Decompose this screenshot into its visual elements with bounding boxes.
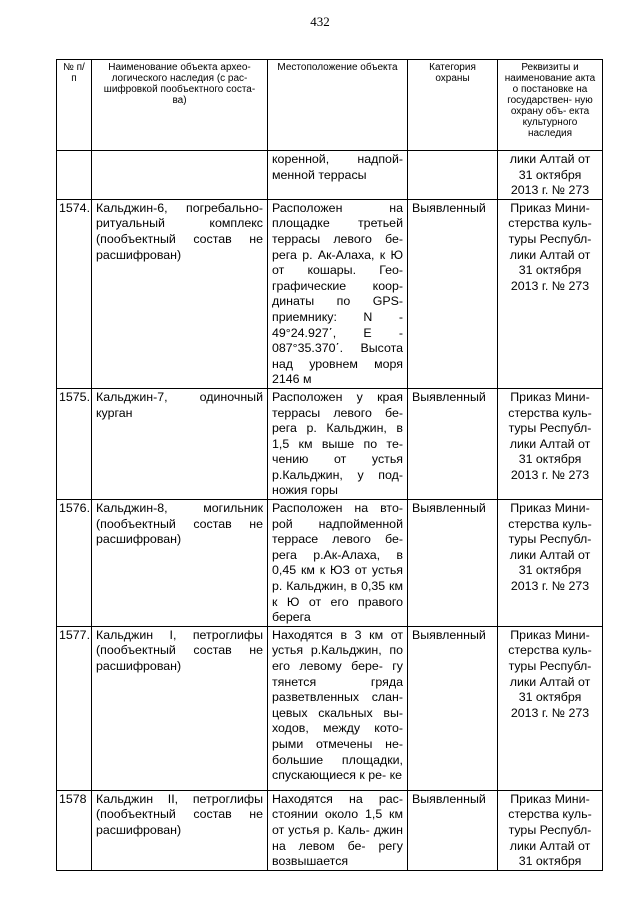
cell-name: Кальджин-8, могильник (пообъектный состав не расшифрован) <box>92 500 268 627</box>
requisites-line: 2013 г. № 273 <box>510 705 590 720</box>
cell-requisites <box>498 388 603 499</box>
cell-category: Выявленный <box>408 199 498 388</box>
cell-name: Кальджин-6, погребально-ритуальный комплекс (пообъектный состав не расшифрован) <box>92 199 268 388</box>
location-line: коренной, надпой- <box>272 152 403 166</box>
requisites-line: 2013 г. № 273 <box>510 183 590 198</box>
cell-name: Кальджин-7, одиночный курган <box>92 388 268 499</box>
location-line: менной террасы <box>272 167 367 182</box>
requisites-line: 2013 г. № 273 <box>510 579 590 594</box>
cell-requisites <box>498 626 603 790</box>
requisites-line: 31 октября <box>518 167 582 182</box>
header-name: Наименование объекта архео- логического наследия (с рас- шифровкой пообъектного соста- ва) <box>92 60 268 151</box>
requisites-line: лики Алтай от <box>509 838 591 853</box>
table-row <box>57 199 603 388</box>
requisites-line: стерства куль- <box>508 807 592 822</box>
requisites-line: туры Республ- <box>508 823 592 837</box>
requisites-line: 31 октября <box>518 452 582 467</box>
requisites-line: стерства куль- <box>508 643 592 658</box>
cell-num: 1576. <box>57 500 92 627</box>
heritage-objects-table <box>56 59 603 871</box>
table-row <box>57 500 603 627</box>
table-header-row <box>57 60 603 151</box>
requisites-line: лики Алтай от <box>509 247 591 262</box>
cell-requisites <box>498 151 603 200</box>
cell-location: Расположен у края террасы левого бе- рега р. Кальджин, в 1,5 км выше по те- чению от устья р.Кальджин, у под- ножия горы <box>268 388 408 499</box>
requisites-line: туры Республ- <box>508 421 592 436</box>
cell-num: 1577. <box>57 626 92 790</box>
cell-location: Находятся на рас- стоянии около 1,5 км от устья р. Каль- джин на левом бе- регу возвышается <box>268 790 408 870</box>
table-row <box>57 388 603 499</box>
cell-category: Выявленный <box>408 790 498 870</box>
requisites-line: 31 октября <box>518 263 582 278</box>
requisites-line: 31 октября <box>518 563 582 578</box>
table-row <box>57 626 603 790</box>
cell-category: Выявленный <box>408 500 498 627</box>
requisites-line: Приказ Мини- <box>510 200 590 215</box>
cell-category: Выявленный <box>408 626 498 790</box>
requisites-line: туры Республ- <box>508 231 592 246</box>
requisites-line: стерства куль- <box>508 516 592 531</box>
header-num: № п/п <box>57 60 92 151</box>
requisites-line: Приказ Мини- <box>510 627 590 642</box>
page-number: 432 <box>310 14 330 29</box>
cell-location: Расположен на вто- рой надпойменной террасе левого бе- рега р.Ак-Алаха, в 0,45 км к ЮЗ от устья р. Кальджин, в 0,35 км к Ю от его правого берега <box>268 500 408 627</box>
requisites-line: Приказ Мини- <box>510 501 590 516</box>
requisites-line: Приказ Мини- <box>510 389 590 404</box>
requisites-line: лики Алтай от <box>509 436 591 451</box>
cell-name: Кальджин II, петроглифы (пообъектный состав не расшифрован) <box>92 790 268 870</box>
requisites-line: 2013 г. № 273 <box>510 467 590 482</box>
requisites-line: 2013 г. № 273 <box>510 278 590 293</box>
cell-location <box>268 151 408 200</box>
requisites-line: Приказ Мини- <box>510 791 590 806</box>
cell-num: 1578 <box>57 790 92 870</box>
table-row-continued <box>57 151 603 200</box>
cell-category <box>408 151 498 200</box>
cell-location: Находятся в 3 км от устья р.Кальджин, по его левому бере- гу тянется гряда разветвленных слан- цевых скальных вы- ходов, между кото- рыми отмечены не- большие площадки, спускающиеся к ре- ке <box>268 626 408 790</box>
requisites-line: стерства куль- <box>508 216 592 231</box>
requisites-line: туры Республ- <box>508 659 592 673</box>
requisites-line: лики Алтай от <box>509 547 591 562</box>
cell-requisites <box>498 790 603 870</box>
header-location: Местоположение объекта <box>268 60 408 151</box>
cell-name <box>92 151 268 200</box>
cell-category: Выявленный <box>408 388 498 499</box>
requisites-line: лики Алтай от <box>509 152 591 166</box>
requisites-line: туры Республ- <box>508 532 592 547</box>
requisites-line: 31 октября <box>518 690 582 705</box>
cell-num: 1575. <box>57 388 92 499</box>
cell-num: 1574. <box>57 199 92 388</box>
header-category: Категория охраны <box>408 60 498 151</box>
cell-location: Расположен на площадке третьей террасы левого бе- рега р. Ак-Алаха, к Ю от кошары. Гео- графические коор- динаты по GPS- приемнику: N - 49°24.927΄, E - 087°35.370΄. Высота над уровнем моря 2146 м <box>268 199 408 388</box>
header-requisites: Реквизиты и наименование акта о постановке на государствен- ную охрану объ- екта культурного наследия <box>498 60 603 151</box>
requisites-line: стерства куль- <box>508 405 592 420</box>
cell-num <box>57 151 92 200</box>
table-row <box>57 790 603 870</box>
cell-name: Кальджин I, петроглифы (пообъектный состав не расшифрован) <box>92 626 268 790</box>
cell-requisites <box>498 199 603 388</box>
requisites-line: лики Алтай от <box>509 674 591 689</box>
cell-requisites <box>498 500 603 627</box>
requisites-line: 31 октября <box>518 854 582 869</box>
